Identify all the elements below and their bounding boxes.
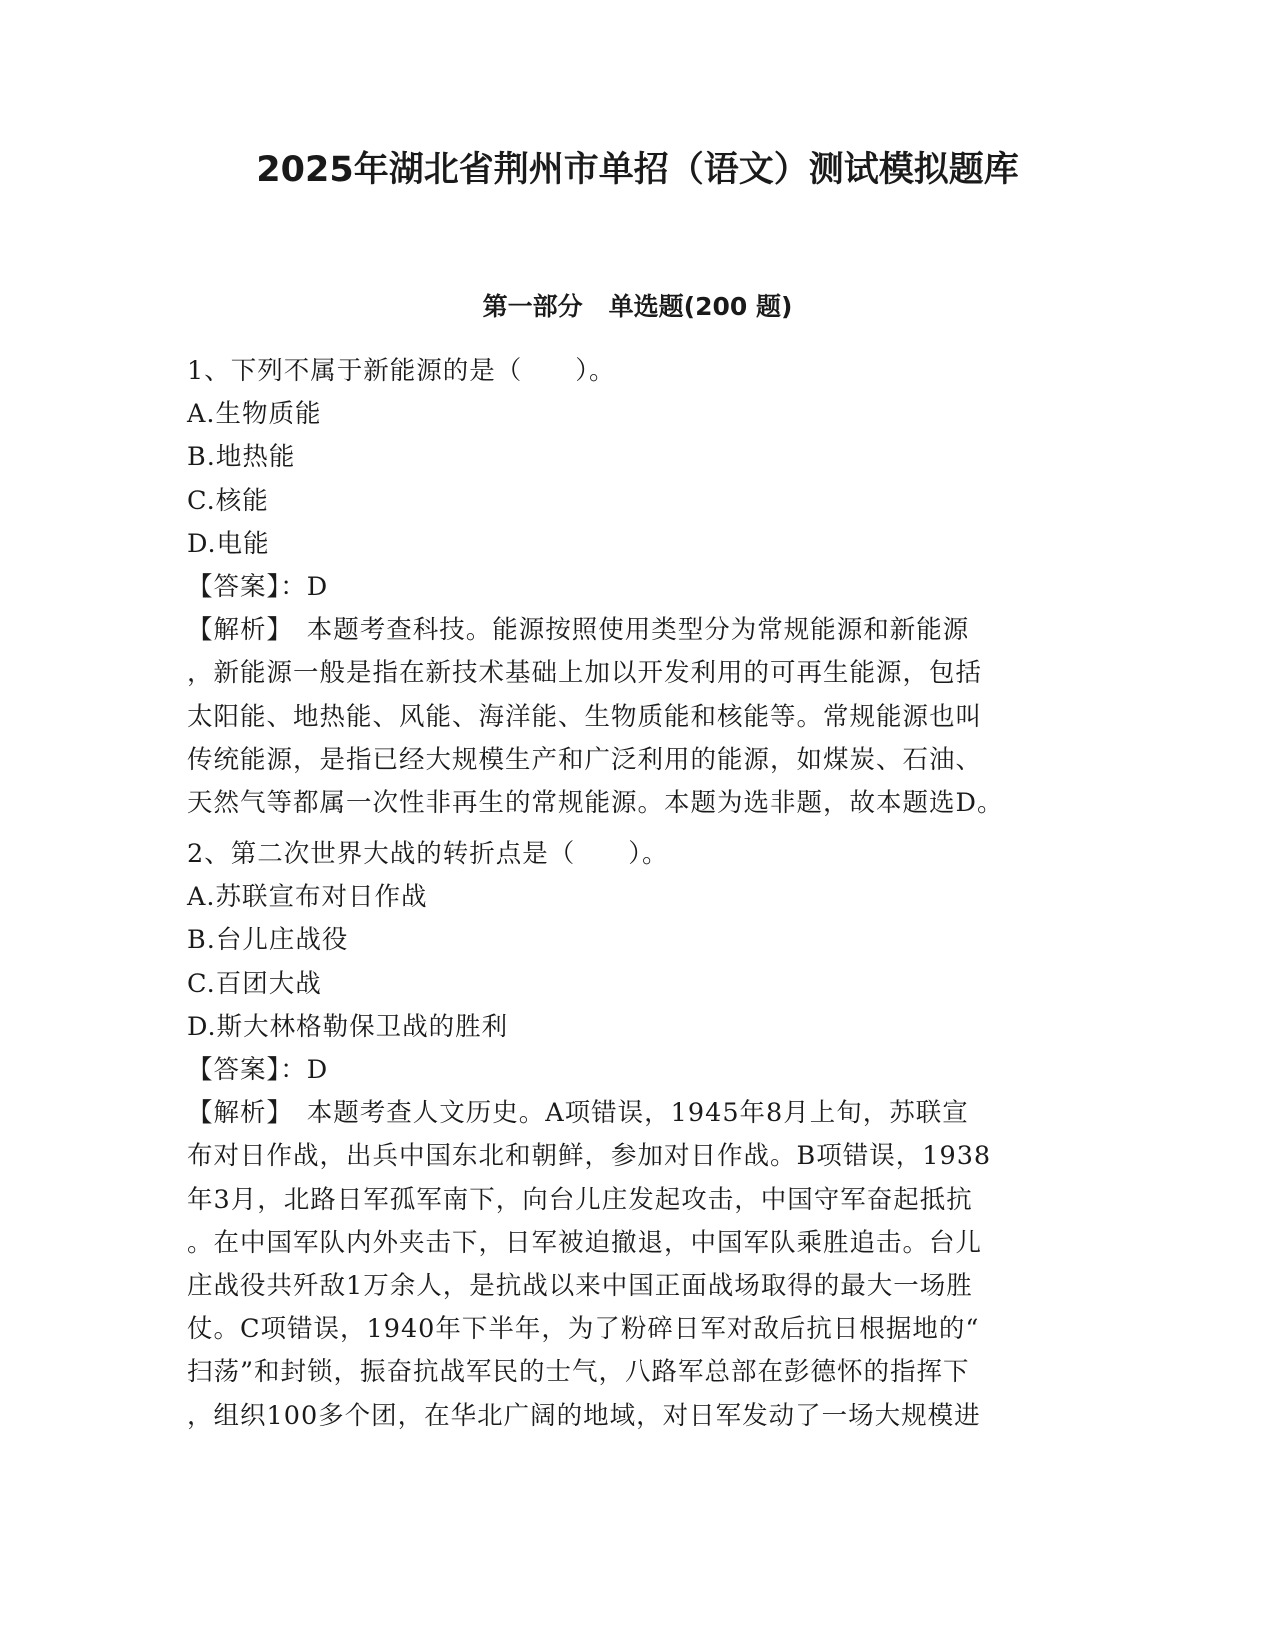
question-stem: 1、下列不属于新能源的是（ ）。 <box>187 356 616 386</box>
analysis-line: 仗。C项错误，1940年下半年，为了粉碎日军对敌后抗日根据地的“ <box>187 1314 980 1345</box>
question-stem: 2、第二次世界大战的转折点是（ ）。 <box>187 839 669 870</box>
analysis-line: 。在中国军队内外夹击下，日军被迫撤退，中国军队乘胜追击。台儿 <box>187 1227 983 1258</box>
analysis-line: ，组织100多个团，在华北广阔的地域，对日军发动了一场大规模进 <box>187 1400 981 1431</box>
option-b: B.台儿庄战役 <box>187 925 349 956</box>
analysis-line: 扫荡”和封锁，振奋抗战军民的士气，八路军总部在彭德怀的指挥下 <box>187 1357 970 1388</box>
analysis-line: ，新能源一般是指在新技术基础上加以开发利用的可再生能源，包括 <box>187 658 983 689</box>
analysis-line: 庄战役共歼敌1万余人，是抗战以来中国正面战场取得的最大一场胜 <box>187 1270 973 1301</box>
answer-line: 【答案】：D <box>187 1055 329 1085</box>
option-c: C.核能 <box>187 485 269 516</box>
option-d: D.斯大林格勒保卫战的胜利 <box>187 1011 509 1042</box>
analysis-line: 布对日作战，出兵中国东北和朝鲜，参加对日作战。B项错误，1938 <box>187 1141 992 1172</box>
analysis-line: 【解析】 本题考查人文历史。A项错误，1945年8月上旬，苏联宣 <box>187 1098 969 1129</box>
option-a: A.苏联宣布对日作战 <box>187 882 428 913</box>
analysis-line: 【解析】 本题考查科技。能源按照使用类型分为常规能源和新能源 <box>187 615 970 646</box>
page-title: 2025年湖北省荆州市单招（语文）测试模拟题库 <box>256 150 1019 190</box>
question-list <box>187 350 1067 1438</box>
analysis-line: 传统能源，是指已经大规模生产和广泛利用的能源，如煤炭、石油、 <box>187 744 983 775</box>
option-a: A.生物质能 <box>187 399 322 430</box>
section-title: 第一部分 单选题(200 题) <box>482 292 793 321</box>
question-2 <box>187 833 1067 1438</box>
analysis-line: 年3月，北路日军孤军南下，向台儿庄发起攻击，中国守军奋起抵抗 <box>187 1184 973 1215</box>
option-c: C.百团大战 <box>187 968 322 999</box>
answer-line: 【答案】：D <box>187 571 329 602</box>
analysis-line: 天然气等都属一次性非再生的常规能源。本题为选非题，故本题选D。 <box>187 787 1004 818</box>
question-1 <box>187 350 1067 825</box>
analysis-line: 太阳能、地热能、风能、海洋能、生物质能和核能等。常规能源也叫 <box>187 701 983 732</box>
option-d: D.电能 <box>187 528 270 559</box>
option-b: B.地热能 <box>187 442 296 473</box>
